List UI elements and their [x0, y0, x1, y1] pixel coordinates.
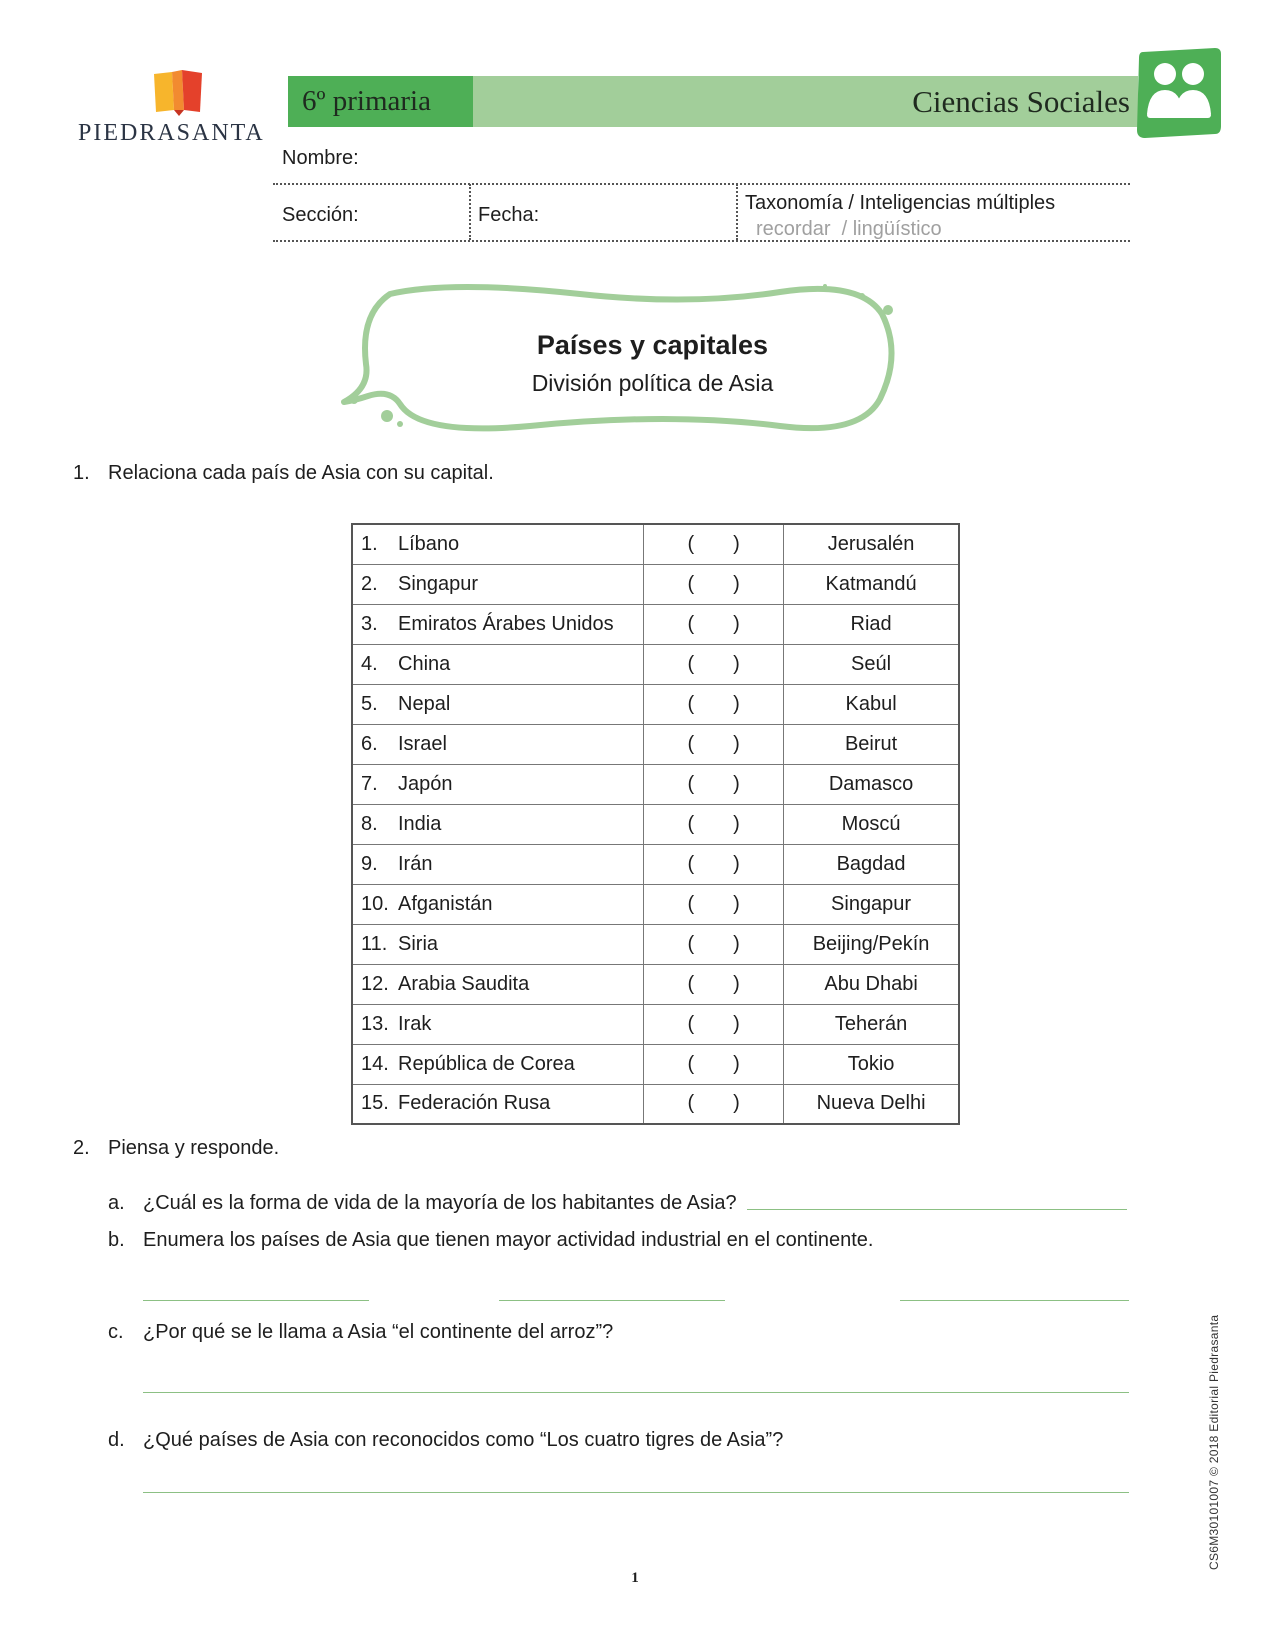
capital-cell: Beirut — [784, 724, 959, 764]
capital-cell: Katmandú — [784, 564, 959, 604]
capital-cell: Teherán — [784, 1004, 959, 1044]
capital-cell: Beijing/Pekín — [784, 924, 959, 964]
item-letter: a. — [108, 1192, 125, 1214]
capital-cell: Kabul — [784, 684, 959, 724]
divider — [273, 183, 1130, 185]
country-cell — [352, 884, 644, 924]
answer-blank[interactable]: ( ) — [644, 884, 784, 924]
matching-table — [351, 523, 960, 1125]
item-text: ¿Qué países de Asia con reconocidos como “Los cuatro tigres de Asia”? — [143, 1429, 784, 1451]
row-number: 12. — [361, 972, 389, 995]
country-cell — [352, 844, 644, 884]
item-letter: c. — [108, 1321, 124, 1343]
row-number: 9. — [361, 852, 378, 875]
table-row — [352, 724, 959, 764]
table-row — [352, 684, 959, 724]
row-number: 6. — [361, 732, 378, 755]
row-number: 11. — [361, 932, 388, 955]
country-cell — [352, 1004, 644, 1044]
question-number: 1. — [73, 462, 90, 484]
answer-blank[interactable]: ( ) — [644, 964, 784, 1004]
capital-cell: Damasco — [784, 764, 959, 804]
country-cell — [352, 684, 644, 724]
question-number: 2. — [73, 1137, 90, 1159]
table-row — [352, 644, 959, 684]
capital-cell: Riad — [784, 604, 959, 644]
answer-blank[interactable]: ( ) — [644, 724, 784, 764]
row-number: 5. — [361, 692, 378, 715]
capital-cell: Jerusalén — [784, 524, 959, 564]
country-cell — [352, 1044, 644, 1084]
grade-label: 6º primaria — [288, 76, 473, 127]
country-name: Irak — [398, 1012, 432, 1035]
fecha-label: Fecha: — [478, 204, 540, 226]
answer-blank[interactable]: ( ) — [644, 1044, 784, 1084]
row-number: 3. — [361, 612, 378, 635]
table-row — [352, 564, 959, 604]
country-cell — [352, 924, 644, 964]
country-cell — [352, 964, 644, 1004]
answer-blank[interactable]: ( ) — [644, 924, 784, 964]
country-name: Nepal — [398, 692, 451, 715]
table-row — [352, 764, 959, 804]
row-number: 8. — [361, 812, 378, 835]
seccion-label: Sección: — [282, 204, 359, 226]
subject-title: Ciencias Sociales — [912, 84, 1130, 119]
table-row — [352, 964, 959, 1004]
answer-blank[interactable]: ( ) — [644, 604, 784, 644]
answer-blank[interactable]: ( ) — [644, 684, 784, 724]
country-cell — [352, 724, 644, 764]
answer-blank[interactable]: ( ) — [644, 1084, 784, 1124]
capital-cell: Nueva Delhi — [784, 1084, 959, 1124]
row-number: 10. — [361, 892, 389, 915]
row-number: 15. — [361, 1092, 389, 1115]
table-row — [352, 1084, 959, 1124]
row-number: 2. — [361, 572, 378, 595]
copyright-notice: CS6M30101007 © 2018 Editorial Piedrasanta — [1207, 1314, 1221, 1570]
divider — [736, 184, 738, 240]
table-row — [352, 524, 959, 564]
country-cell — [352, 764, 644, 804]
answer-blank[interactable]: ( ) — [644, 1004, 784, 1044]
nombre-label: Nombre: — [282, 147, 359, 169]
country-name: Arabia Saudita — [398, 972, 530, 995]
country-name: India — [398, 812, 442, 835]
country-cell — [352, 564, 644, 604]
page-title: Países y capitales — [536, 330, 769, 360]
country-name: Afganistán — [398, 892, 493, 915]
row-number: 7. — [361, 772, 378, 795]
answer-blank[interactable]: ( ) — [644, 564, 784, 604]
capital-cell: Singapur — [784, 884, 959, 924]
table-row — [352, 844, 959, 884]
row-number: 14. — [361, 1052, 389, 1075]
table-row — [352, 604, 959, 644]
answer-line[interactable] — [900, 1300, 1129, 1301]
group-icon — [1135, 46, 1223, 142]
answer-blank[interactable]: ( ) — [644, 644, 784, 684]
country-name: Emiratos Árabes Unidos — [398, 612, 614, 635]
table-row — [352, 1004, 959, 1044]
item-text: ¿Cuál es la forma de vida de la mayoría de los habitantes de Asia? — [143, 1192, 737, 1214]
publisher-name: PIEDRASANTA — [78, 120, 265, 146]
capital-cell: Bagdad — [784, 844, 959, 884]
item-letter: d. — [108, 1429, 125, 1451]
item-text: Enumera los países de Asia que tienen mayor actividad industrial en el continente. — [143, 1229, 874, 1251]
country-name: Federación Rusa — [398, 1092, 551, 1115]
row-number: 1. — [361, 532, 378, 555]
answer-line[interactable] — [143, 1492, 1129, 1493]
country-cell — [352, 644, 644, 684]
divider — [273, 240, 1130, 242]
table-row — [352, 884, 959, 924]
answer-line[interactable] — [143, 1392, 1129, 1393]
table-row — [352, 1044, 959, 1084]
answer-blank[interactable]: ( ) — [644, 764, 784, 804]
question-text: Piensa y responde. — [108, 1137, 280, 1159]
taxonomia-label: Taxonomía / Inteligencias múltiples — [745, 192, 1056, 214]
country-cell — [352, 1084, 644, 1124]
answer-line[interactable] — [747, 1209, 1127, 1210]
country-name: Siria — [398, 932, 439, 955]
taxonomia-values: recordar / lingüístico — [756, 218, 942, 240]
book-logo-icon — [152, 70, 204, 116]
item-letter: b. — [108, 1229, 125, 1251]
publisher-logo — [78, 70, 278, 155]
country-name: República de Corea — [398, 1052, 575, 1075]
capital-cell: Moscú — [784, 804, 959, 844]
country-cell — [352, 804, 644, 844]
country-name: Israel — [398, 732, 447, 755]
answer-blank[interactable]: ( ) — [644, 524, 784, 564]
capital-cell: Seúl — [784, 644, 959, 684]
table-row — [352, 924, 959, 964]
divider — [469, 184, 471, 240]
answer-line[interactable] — [143, 1300, 369, 1301]
answer-blank[interactable]: ( ) — [644, 844, 784, 884]
page-number: 1 — [631, 1570, 639, 1586]
row-number: 4. — [361, 652, 378, 675]
question-text: Relaciona cada país de Asia con su capital. — [108, 462, 494, 484]
country-name: China — [398, 652, 451, 675]
country-name: Singapur — [398, 572, 479, 595]
country-cell — [352, 604, 644, 644]
answer-line[interactable] — [499, 1300, 725, 1301]
country-name: Japón — [398, 772, 453, 795]
row-number: 13. — [361, 1012, 389, 1035]
country-cell — [352, 524, 644, 564]
page-subtitle: División política de Asia — [531, 370, 774, 396]
capital-cell: Tokio — [784, 1044, 959, 1084]
table-row — [352, 804, 959, 844]
capital-cell: Abu Dhabi — [784, 964, 959, 1004]
country-name: Líbano — [398, 532, 460, 555]
answer-blank[interactable]: ( ) — [644, 804, 784, 844]
item-text: ¿Por qué se le llama a Asia “el continente del arroz”? — [143, 1321, 614, 1343]
country-name: Irán — [398, 852, 433, 875]
